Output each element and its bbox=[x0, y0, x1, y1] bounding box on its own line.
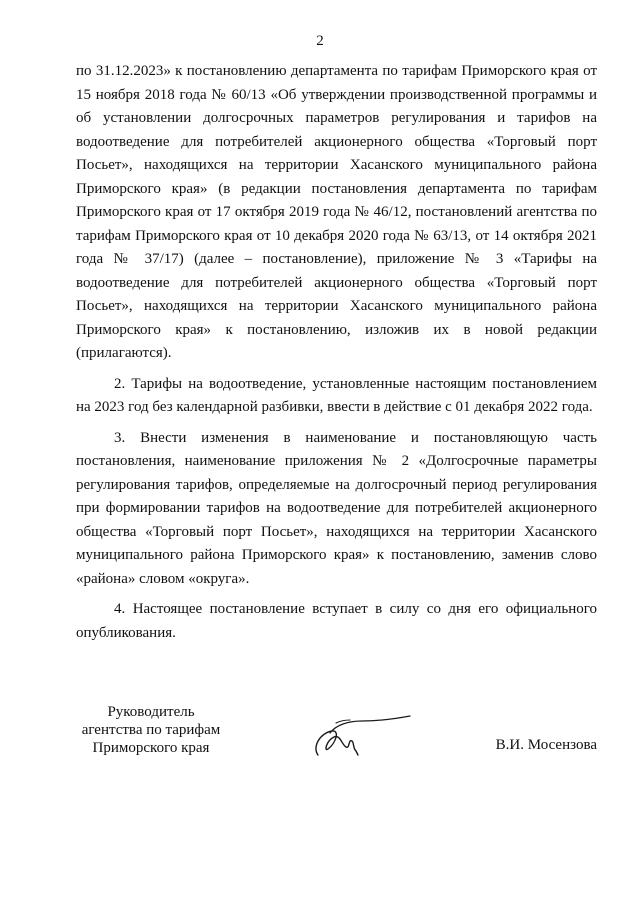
signatory-title-line: агентства по тарифам bbox=[81, 722, 221, 738]
signatory-name: В.И. Мосензова bbox=[495, 737, 597, 753]
handwritten-signature bbox=[306, 711, 416, 761]
document-body bbox=[76, 60, 597, 652]
signatory-title-line: Руководитель bbox=[107, 704, 195, 720]
paragraph-continuation: по 31.12.2023» к постановлению департамента по тарифам Приморского края от 15 ноября 2018 года № 60/13 «Об утверждении производственной программы и об установлении долгосрочных параметров регулирования и тарифов на водоотведение для потребителей акционерного общества «Торговый порт Посьет», находящихся на территории Хасанского муниципального района Приморского края» (в редакции постановления департамента по тарифам Приморского края от 17 октября 2019 года № 46/12, постановлений агентства по тарифам Приморского края от 10 декабря 2020 года № 63/13, от 14 октября 2021 года № 37/17) (далее – постановление), приложение № 3 «Тарифы на водоотведение для потребителей акционерного общества «Торговый порт Посьет», находящихся на территории Хасанского муниципального района Приморского края» к постановлению, изложив их в новой редакции (прилагаются). bbox=[76, 63, 597, 361]
page-number: 2 bbox=[316, 33, 324, 49]
paragraph-item-4: 4. Настоящее постановление вступает в силу со дня его официального опубликования. bbox=[76, 601, 597, 641]
paragraph-item-3: 3. Внести изменения в наименование и постановляющую часть постановления, наименование приложения № 2 «Долгосрочные параметры регулирования тарифов, определяемые на долгосрочный период регулирования при формировании тарифов на водоотведение для потребителей акционерного общества «Торговый порт Посьет», находящихся на территории Хасанского муниципального района Приморского края» к постановлению, заменив слово «района» словом «округа». bbox=[76, 429, 597, 587]
signature-block bbox=[76, 703, 597, 763]
signatory-title bbox=[76, 703, 226, 757]
signatory-title-line: Приморского края bbox=[92, 740, 210, 756]
paragraph-item-2: 2. Тарифы на водоотведение, установленные настоящим постановлением на 2023 год без календарной разбивки, ввести в действие с 01 декабря 2022 года. bbox=[76, 375, 597, 415]
